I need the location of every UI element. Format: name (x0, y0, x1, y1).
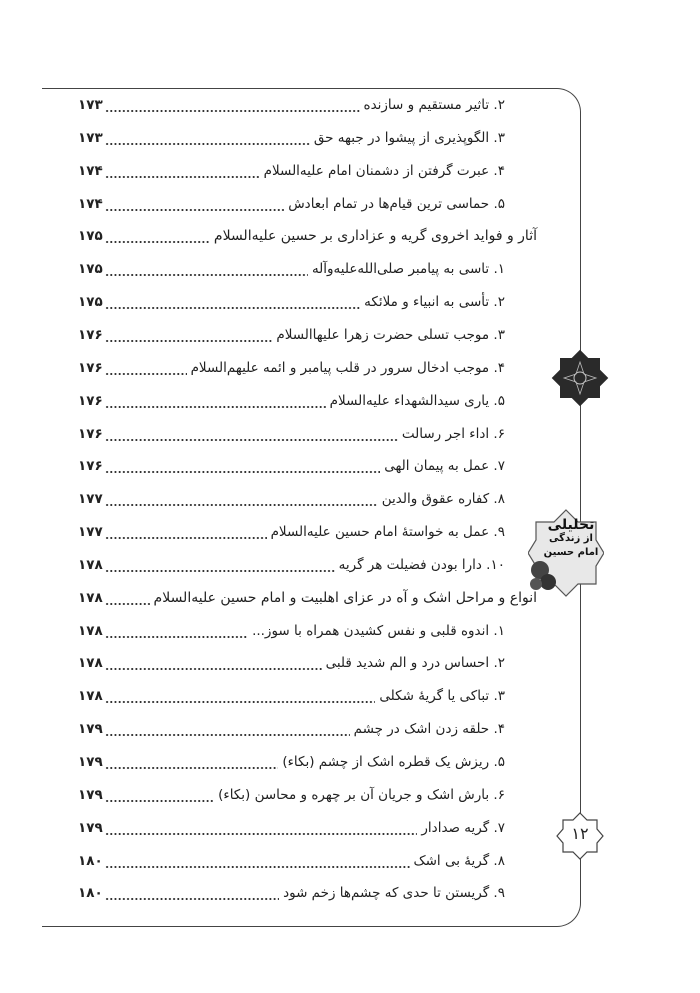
page-number: ۱۲ (571, 824, 589, 843)
toc-entry-row[interactable] (78, 521, 505, 543)
leader-dots (105, 685, 376, 707)
emblem-line-3: امام حسین (543, 547, 599, 558)
toc-entry-title: ۷. عمل به پیمان الهی (384, 458, 505, 475)
toc-entry-title: ۹. گریستن تا حدی که چشم‌ها زخم شود (283, 885, 505, 902)
leader-dots (105, 423, 398, 445)
toc-entry-page: ۱۷۸ (78, 688, 103, 705)
toc-entry-page: ۱۷۶ (78, 359, 103, 376)
toc-entry-title: ۲. احساس درد و الم شدید قلبی (325, 655, 505, 672)
toc-heading-row[interactable] (78, 587, 537, 609)
toc-entry-page: ۱۷۷ (78, 491, 103, 508)
toc-entry-title: ۸. گریهٔ بی اشک (413, 852, 505, 869)
leader-dots (105, 817, 418, 839)
leader-dots (105, 521, 267, 543)
toc-entry-page: ۱۷۸ (78, 556, 103, 573)
leader-dots (105, 488, 378, 510)
toc-entry-page: ۱۷۶ (78, 326, 103, 343)
leader-dots (105, 225, 210, 247)
leader-dots (105, 258, 308, 280)
toc-entry-page: ۱۷۶ (78, 458, 103, 475)
toc-entry-title: ۴. عبرت گرفتن از دشمنان امام علیه‌السلام (263, 162, 505, 179)
toc-entry-row[interactable] (78, 751, 505, 773)
leader-dots (105, 620, 248, 642)
toc-entry-title: ۲. تأسی به انبیاء و ملائکه (364, 294, 505, 311)
toc-entry-title: ۶. بارش اشک و جریان آن بر چهره و محاسن (بکاء) (218, 786, 505, 803)
toc-entry-row[interactable] (78, 652, 505, 674)
toc-entry-title: ۲. تاثیر مستقیم و سازنده (363, 97, 505, 113)
leader-dots (105, 291, 360, 313)
toc-entry-title: ۸. کفاره عقوق والدین (381, 491, 505, 508)
leader-dots (105, 94, 360, 116)
leader-dots (105, 357, 187, 379)
leader-dots (105, 850, 410, 872)
leader-dots (105, 455, 380, 477)
toc-entry-title: ۳. تباکی یا گریهٔ شکلی (379, 688, 505, 705)
toc-entry-title: ۱. اندوه قلبی و نفس کشیدن همراه با سوز... (252, 622, 505, 639)
emblem-line-2: از زندگی (549, 533, 593, 544)
toc-entry-row[interactable] (78, 620, 505, 642)
toc-entry-title: ۶. اداء اجر رسالت (401, 425, 505, 442)
toc-entry-title: ۴. موجب ادخال سرور در قلب پیامبر و ائمه علیهم‌السلام (190, 359, 505, 376)
toc-entry-row[interactable] (78, 94, 505, 116)
toc-entry-page: ۱۷۵ (78, 294, 103, 311)
octagram-ornament-icon (550, 348, 610, 408)
leader-dots (105, 160, 260, 182)
toc-entry-title: ۵. یاری سیدالشهداء علیه‌السلام (329, 392, 505, 409)
toc-entry-row[interactable] (78, 258, 505, 280)
toc-entry-row[interactable] (78, 324, 505, 346)
toc-entry-row[interactable] (78, 291, 505, 313)
toc-entry-page: ۱۷۶ (78, 392, 103, 409)
book-emblem-label (540, 518, 602, 560)
toc-entry-title: ۷. گریه صدادار (421, 819, 505, 836)
leader-dots (105, 127, 310, 149)
leader-dots (105, 587, 150, 609)
toc-entry-row[interactable] (78, 160, 505, 182)
leader-dots (105, 390, 326, 412)
toc-entry-row[interactable] (78, 817, 505, 839)
toc-entry-page: ۱۸۰ (78, 852, 103, 869)
toc-entry-page: ۱۷۴ (78, 162, 103, 179)
leader-dots (105, 652, 322, 674)
leader-dots (105, 193, 284, 215)
toc-entry-title: ۵. ریزش یک قطره اشک از چشم (بکاء) (282, 754, 505, 770)
toc-entry-row[interactable] (78, 554, 505, 576)
toc-entry-row[interactable] (78, 488, 505, 510)
toc-entry-row[interactable] (78, 718, 505, 740)
toc-entry-page: ۱۷۴ (78, 195, 103, 212)
toc-entry-page: ۱۷۸ (78, 655, 103, 672)
emblem-line-1: تحلیلی (547, 517, 595, 533)
toc-entry-row[interactable] (78, 850, 505, 872)
toc-entry-row[interactable] (78, 685, 505, 707)
toc-entry-page: ۱۷۹ (78, 754, 103, 770)
toc-entry-title: ۱۰. دارا بودن فضیلت هر گریه (338, 556, 505, 573)
toc-entry-title: ۴. حلقه زدن اشک در چشم (353, 721, 505, 738)
toc-entry-row[interactable] (78, 357, 505, 379)
toc-entry-title: ۳. الگوپذیری از پیشوا در جبهه حق (313, 129, 505, 146)
toc-entry-row[interactable] (78, 784, 505, 806)
leader-dots (105, 324, 273, 346)
toc-entry-page: ۱۷۳ (78, 129, 103, 146)
toc-entry-row[interactable] (78, 193, 505, 215)
toc-entry-page: ۱۷۸ (78, 589, 103, 606)
toc-entry-row[interactable] (78, 423, 505, 445)
toc-entry-page: ۱۷۷ (78, 524, 103, 541)
toc-entry-title: انواع و مراحل اشک و آه در عزای اهلبیت و امام حسین علیه‌السلام (153, 589, 537, 606)
toc-entry-page: ۱۷۵ (78, 228, 103, 245)
leader-dots (105, 784, 214, 806)
leader-dots (105, 718, 350, 740)
toc-heading-row[interactable] (78, 225, 537, 247)
toc-entry-page: ۱۷۹ (78, 819, 103, 836)
toc-entry-page: ۱۷۹ (78, 721, 103, 738)
toc-entry-title: ۱. تاسی به پیامبر صلی‌الله‌علیه‌وآله (311, 261, 505, 278)
toc-entry-row[interactable] (78, 455, 505, 477)
toc-entry-row[interactable] (78, 390, 505, 412)
toc-entry-page: ۱۸۰ (78, 885, 103, 902)
leader-dots (105, 882, 279, 904)
toc-entry-page: ۱۷۸ (78, 622, 103, 639)
toc-entry-title: ۹. عمل به خواستهٔ امام حسین علیه‌السلام (270, 524, 505, 541)
toc-entry-row[interactable] (78, 127, 505, 149)
toc-entry-page: ۱۷۳ (78, 97, 103, 113)
leader-dots (105, 554, 335, 576)
toc-entry-row[interactable] (78, 882, 505, 904)
toc-entry-title: ۳. موجب تسلی حضرت زهرا علیهاالسلام (276, 326, 505, 343)
toc-entry-title: ۵. حماسی ترین قیام‌ها در تمام ابعادش (288, 195, 505, 212)
leader-dots (105, 751, 279, 773)
toc-entry-title: آثار و فواید اخروی گریه و عزاداری بر حسین علیه‌السلام (213, 228, 537, 245)
toc-entry-page: ۱۷۶ (78, 425, 103, 442)
toc-entry-page: ۱۷۹ (78, 786, 103, 803)
toc-entry-page: ۱۷۵ (78, 261, 103, 278)
